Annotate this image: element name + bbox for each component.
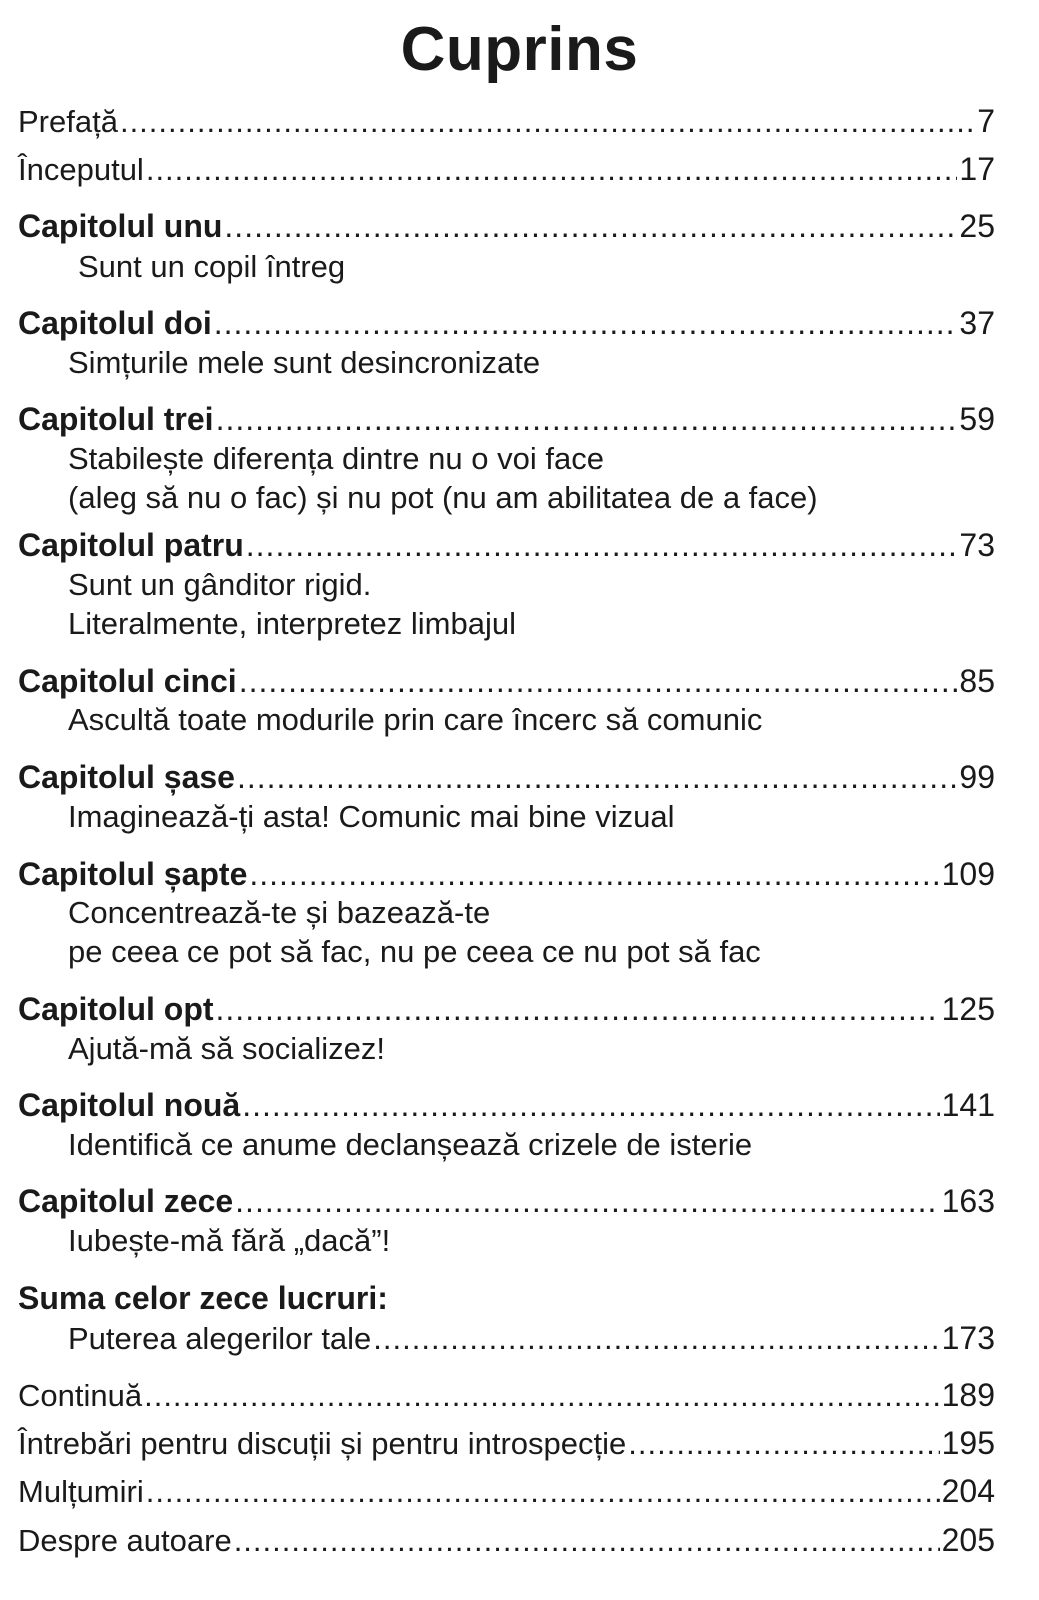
toc-entry-subtitle: Ajută-mă să socializez! — [68, 1031, 386, 1066]
toc-entry-title: Capitolul cinci — [18, 663, 237, 699]
toc-page-number: 37 — [959, 305, 995, 341]
leader-dots — [216, 988, 940, 1030]
toc-entry-title: Prefață — [18, 104, 118, 139]
toc-entry-subtitle: Iubește-mă fără „dacă”! — [68, 1223, 391, 1258]
toc-page-number: 85 — [959, 663, 995, 699]
toc-entry-title: Capitolul doi — [18, 305, 212, 341]
toc-page-number: 163 — [941, 1183, 995, 1219]
toc-entry[interactable] — [18, 1422, 995, 1464]
toc-entry[interactable] — [68, 1317, 995, 1359]
leader-dots — [144, 1375, 940, 1417]
toc-entry-title: Capitolul patru — [18, 527, 244, 563]
leader-dots — [216, 398, 958, 440]
toc-page-number: 173 — [941, 1320, 995, 1356]
toc-entry-title: Capitolul trei — [18, 401, 214, 437]
toc-entry-title: Continuă — [18, 1378, 143, 1413]
page-title: Cuprins — [400, 15, 639, 84]
toc-entry-title: Capitolul opt — [18, 991, 214, 1027]
toc-entry[interactable] — [18, 1277, 995, 1319]
toc-entry-title: Despre autoare — [18, 1523, 232, 1558]
toc-entry-subtitle: Concentrează-te și bazează-te — [68, 895, 491, 930]
toc-page-number: 205 — [941, 1522, 995, 1558]
toc-entry[interactable] — [18, 1519, 995, 1561]
toc-entry[interactable] — [18, 988, 995, 1030]
toc-entry-title: Întrebări pentru discuții și pentru introspecție — [18, 1426, 627, 1461]
toc-entry-subtitle: Identifică ce anume declanșează crizele de isterie — [68, 1127, 753, 1162]
toc-entry[interactable] — [18, 100, 995, 142]
toc-entry-title: Capitolul nouă — [18, 1087, 241, 1123]
toc-entry-subtitle: Ascultă toate modurile prin care încerc să comunic — [68, 702, 763, 737]
toc-entry[interactable] — [18, 1084, 995, 1126]
toc-entry-title: Capitolul zece — [18, 1183, 234, 1219]
toc-entry-subtitle: Puterea alegerilor tale — [68, 1321, 372, 1356]
leader-dots — [628, 1423, 939, 1465]
toc-entry[interactable] — [18, 302, 995, 344]
toc-entry[interactable] — [18, 1470, 995, 1512]
toc-entry[interactable] — [18, 660, 995, 702]
toc-page-number: 141 — [941, 1087, 995, 1123]
toc-entry-subtitle: Literalmente, interpretez limbajul — [68, 606, 516, 641]
toc-entry[interactable] — [18, 853, 995, 895]
toc-page-number: 125 — [941, 991, 995, 1027]
leader-dots — [373, 1318, 939, 1360]
toc-entry-subtitle: (aleg să nu o fac) și nu pot (nu am abilitatea de a face) — [68, 480, 818, 515]
leader-dots — [146, 149, 958, 191]
toc-page-number: 99 — [959, 759, 995, 795]
toc-page-number: 17 — [959, 151, 995, 187]
toc-entry-subtitle: pe ceea ce pot să fac, nu pe ceea ce nu pot să fac — [68, 934, 761, 969]
toc-entry-title: Începutul — [18, 152, 144, 187]
toc-page-number: 59 — [959, 401, 995, 437]
toc-entry-title: Mulțumiri — [18, 1474, 144, 1509]
toc-entry-title: Capitolul unu — [18, 208, 223, 244]
toc-entry-subtitle: Simțurile mele sunt desincronizate — [68, 345, 541, 380]
toc-entry-title: Suma celor zece lucruri: — [18, 1280, 388, 1316]
toc-entry[interactable] — [18, 205, 995, 247]
leader-dots — [235, 1180, 939, 1222]
leader-dots — [249, 853, 939, 895]
toc-entry-subtitle: Sunt un copil întreg — [78, 249, 346, 284]
leader-dots — [214, 302, 958, 344]
toc-entry-subtitle: Imaginează-ți asta! Comunic mai bine vizual — [68, 799, 675, 834]
toc-page-number: 73 — [959, 527, 995, 563]
leader-dots — [146, 1471, 940, 1513]
toc-page-number: 109 — [941, 856, 995, 892]
toc-entry[interactable] — [18, 756, 995, 798]
toc-entry-title: Capitolul șase — [18, 759, 235, 795]
toc-page-number: 189 — [941, 1377, 995, 1413]
leader-dots — [242, 1084, 939, 1126]
toc-entry[interactable] — [18, 148, 995, 190]
toc-entry-subtitle: Stabilește diferența dintre nu o voi face — [68, 441, 604, 476]
toc-entry-subtitle: Sunt un gânditor rigid. — [68, 567, 372, 602]
toc-page-number: 25 — [959, 208, 995, 244]
toc-page-number: 195 — [941, 1425, 995, 1461]
leader-dots — [237, 756, 957, 798]
toc-entry[interactable] — [18, 1180, 995, 1222]
leader-dots — [234, 1520, 940, 1562]
leader-dots — [246, 524, 958, 566]
leader-dots — [239, 660, 958, 702]
leader-dots — [120, 101, 975, 143]
toc-entry[interactable] — [18, 1374, 995, 1416]
toc-entry[interactable] — [18, 398, 995, 440]
toc-entry-title: Capitolul șapte — [18, 856, 248, 892]
leader-dots — [224, 205, 957, 247]
toc-page-number: 7 — [977, 103, 995, 139]
toc-entry[interactable] — [18, 524, 995, 566]
toc-page-number: 204 — [941, 1473, 995, 1509]
